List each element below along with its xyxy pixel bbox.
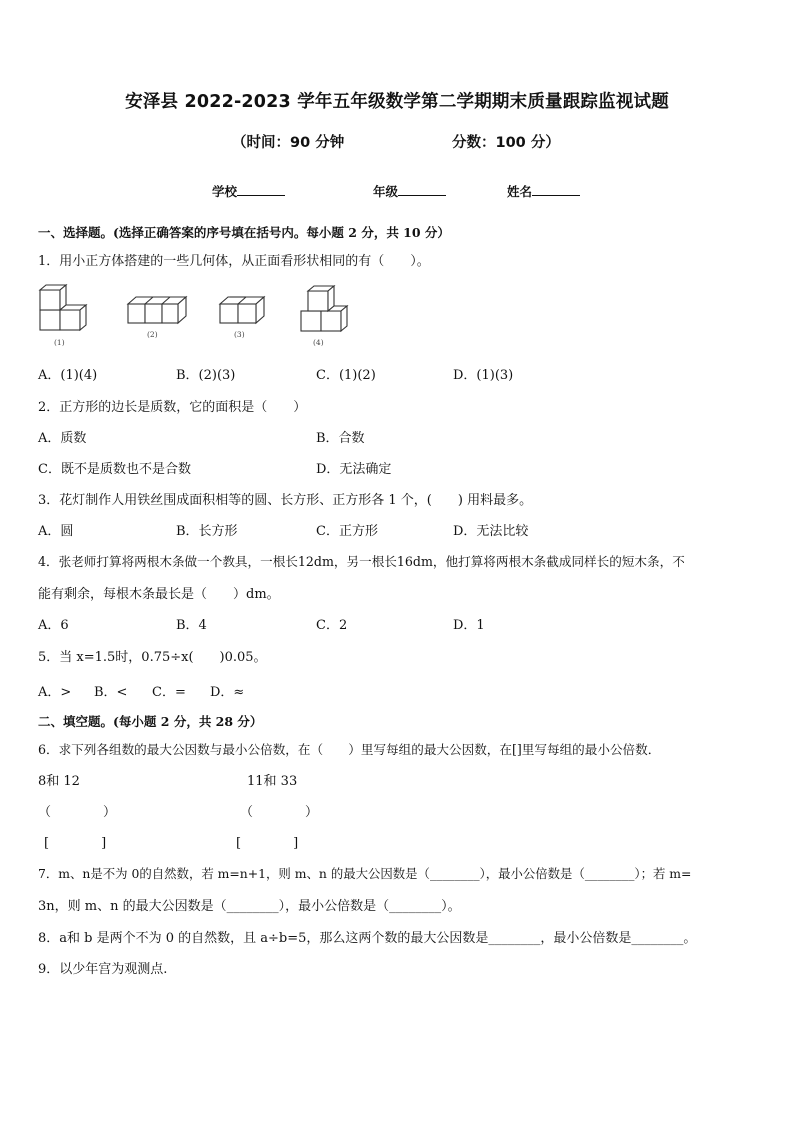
q2-text: 2．正方形的边长是质数，它的面积是（ ） <box>38 400 307 415</box>
q6-pair2-gcd-blank[interactable]: （ ） <box>240 805 319 820</box>
name-field <box>507 182 580 200</box>
q1-text: 1．用小正方体搭建的一些几何体，从正面看形状相同的有（ ）。 <box>38 254 430 269</box>
q6-pair2: 11和 33 <box>247 774 298 789</box>
q5-text: 5．当 x=1.5时，0.75÷x( )0.05。 <box>38 650 267 665</box>
q6-text: 6．求下列各组数的最大公因数与最小公倍数，在（ ）里写每组的最大公因数，在[]里写每组的最小公倍数． <box>38 742 661 757</box>
q1-figure-4-caption: (4) <box>313 338 324 347</box>
q1-option-c[interactable]: C．(1)(2) <box>316 368 376 383</box>
q9-text: 9．以少年宫为观测点. <box>38 962 168 977</box>
q4-text-line2: 能有剩余，每根木条最长是（ ）dm。 <box>38 587 280 602</box>
q1-figure-1-caption: (1) <box>54 338 65 347</box>
q8-text: 8．a和 b 是两个不为 0 的自然数，且 a÷b=5，那么这两个数的最大公因数是________，最小公倍数是________。 <box>38 931 697 946</box>
q4-option-d[interactable]: D．1 <box>453 618 485 633</box>
q3-option-b[interactable]: B．长方形 <box>176 524 238 539</box>
time-label: （时间：90 分钟 <box>232 135 345 151</box>
school-label: 学校 <box>212 184 238 199</box>
q5-option-d[interactable]: D．≈ <box>210 685 245 700</box>
q3-option-d[interactable]: D．无法比较 <box>453 524 529 539</box>
q4-text-line1: 4．张老师打算将两根木条做一个教具，一根长12dm，另一根长16dm，他打算将两根木条截成同样长的短木条，不 <box>38 554 685 569</box>
q2-option-a[interactable]: A．质数 <box>38 431 87 446</box>
grade-blank[interactable] <box>398 185 446 196</box>
q6-pair1: 8和 12 <box>38 774 80 789</box>
grade-label: 年级 <box>373 184 399 199</box>
q1-figure-2-image <box>126 294 190 328</box>
q6-pair2-lcm-blank[interactable]: [ ] <box>236 836 299 851</box>
q2-option-d[interactable]: D．无法确定 <box>316 462 392 477</box>
q1-figure-3-caption: (3) <box>234 330 245 339</box>
name-label: 姓名 <box>507 184 533 199</box>
section2-heading: 二、填空题。(每小题 2 分，共 28 分） <box>38 714 263 729</box>
q5-option-c[interactable]: C．= <box>152 685 186 700</box>
q4-option-b[interactable]: B．4 <box>176 618 207 633</box>
q2-option-c[interactable]: C．既不是质数也不是合数 <box>38 462 191 477</box>
q5-option-b[interactable]: B．< <box>94 685 128 700</box>
q3-text: 3．花灯制作人用铁丝围成面积相等的圆、长方形、正方形各 1 个，( ) 用料最多。 <box>38 493 533 508</box>
name-blank[interactable] <box>532 185 580 196</box>
q1-figure-4-image <box>298 283 350 335</box>
q1-option-d[interactable]: D．(1)(3) <box>453 368 514 383</box>
q3-option-c[interactable]: C．正方形 <box>316 524 378 539</box>
q4-option-c[interactable]: C．2 <box>316 618 348 633</box>
section1-heading: 一、选择题。(选择正确答案的序号填在括号内。每小题 2 分，共 10 分） <box>38 225 450 240</box>
page-title: 安泽县 2022-2023 学年五年级数学第二学期期末质量跟踪监视试题 <box>125 92 669 112</box>
grade-field <box>373 182 446 200</box>
q6-pair1-gcd-blank[interactable]: （ ） <box>38 805 117 820</box>
q2-option-b[interactable]: B．合数 <box>316 431 365 446</box>
q1-option-a[interactable]: A．(1)(4) <box>38 368 98 383</box>
school-field <box>212 182 285 200</box>
q5-option-a[interactable]: A．> <box>38 685 72 700</box>
q1-figure-3-image <box>218 294 268 328</box>
q4-option-a[interactable]: A．6 <box>38 618 69 633</box>
q1-figure-1-image <box>36 282 98 334</box>
score-label: 分数：100 分） <box>452 135 560 151</box>
school-blank[interactable] <box>237 185 285 196</box>
q6-pair1-lcm-blank[interactable]: [ ] <box>44 836 107 851</box>
q3-option-a[interactable]: A．圆 <box>38 524 74 539</box>
q1-option-b[interactable]: B．(2)(3) <box>176 368 236 383</box>
q7-text-line1: 7．m、n是不为 0的自然数，若 m=n+1，则 m、n 的最大公因数是（________），最小公倍数是（________）；若 m= <box>38 866 692 881</box>
q1-figure-2-caption: (2) <box>147 330 158 339</box>
q7-text-line2: 3n，则 m、n 的最大公因数是（________），最小公倍数是（________）。 <box>38 899 461 914</box>
